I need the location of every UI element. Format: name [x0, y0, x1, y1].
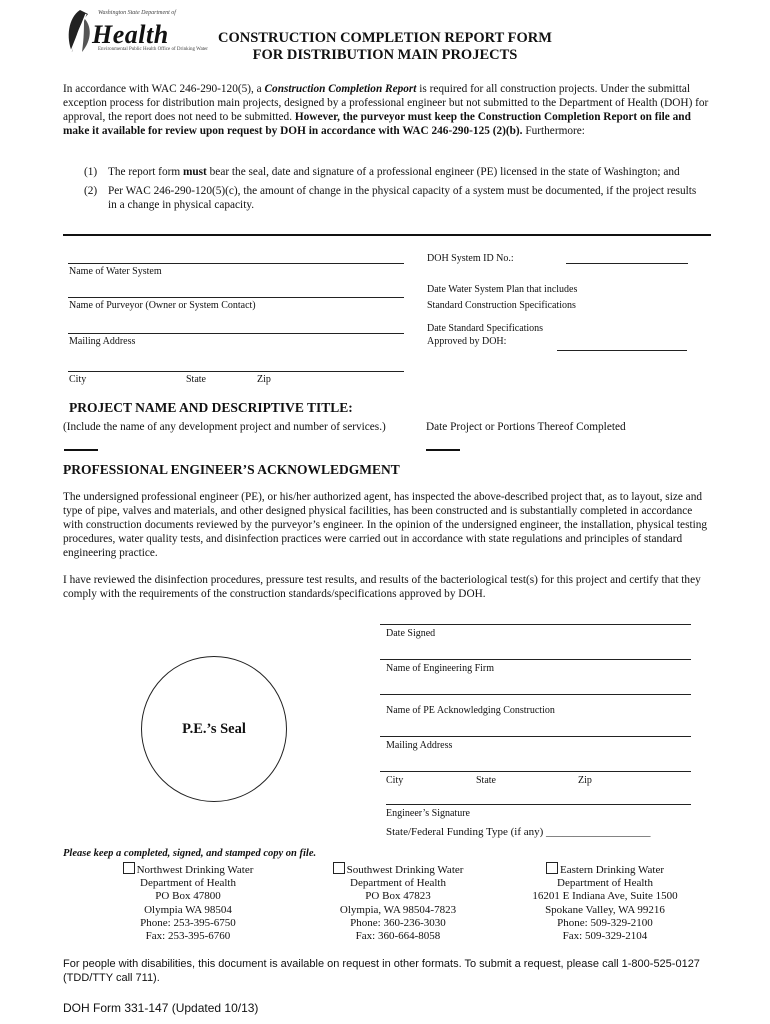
- plan-label-line1: Date Water System Plan that includes: [427, 284, 578, 295]
- accessibility-note: For people with disabilities, this document is available on request in other formats. To submit a request, please call 1-800-525-0127 (TDD/TTY call 711).: [63, 958, 700, 984]
- office-addr2: Olympia WA 98504: [144, 903, 232, 916]
- logo-agency: Washington State Department of: [98, 10, 176, 16]
- plan-label-line2: Standard Construction Specifications: [427, 300, 576, 311]
- pe-city-label: City: [386, 775, 404, 786]
- item-text-post: bear the seal, date and signature of a professional engineer (PE) licensed in the state of Washington; and: [206, 166, 680, 178]
- water-system-label: Name of Water System: [69, 266, 162, 277]
- pe-paragraph-2: I have reviewed the disinfection procedures, pressure test results, and results of the bacteriological test(s) for this project and certify that they comply with the requirements of the construction standards/specifications approved by DOH.: [63, 574, 701, 600]
- form-id: DOH Form 331-147 (Updated 10/13): [63, 1001, 259, 1015]
- office-name: Southwest Drinking Water: [346, 864, 464, 876]
- item-number: (2): [84, 185, 98, 197]
- office-eastern: [505, 862, 705, 943]
- project-include-note: (Include the name of any development project and number of services.): [63, 421, 386, 433]
- title-line-1: CONSTRUCTION COMPLETION REPORT FORM: [218, 30, 552, 46]
- pe-state-label: State: [476, 775, 496, 786]
- intro-text-c: is required for all construction projects. Under the submittal exception process for distribution main projects, designed by a professional engineer but not submitted to the Department of Health (DOH) for approval, the report does not need to be submitted.: [63, 83, 709, 123]
- office-addr1: PO Box 47823: [365, 890, 431, 903]
- office-dept: Department of Health: [350, 877, 446, 890]
- intro-text-a: In accordance with WAC 246-290-120(5), a: [63, 83, 265, 95]
- pe-seal-label: P.E.’s Seal: [182, 720, 246, 737]
- office-phone: Phone: 360-236-3030: [350, 916, 446, 929]
- signature-field[interactable]: [386, 804, 691, 805]
- date-completed-field[interactable]: [426, 449, 460, 451]
- pe-mailing-field[interactable]: [380, 736, 691, 737]
- office-name: Eastern Drinking Water: [560, 864, 664, 876]
- doh-id-label: DOH System ID No.:: [427, 253, 514, 264]
- intro-report-name: Construction Completion Report: [264, 83, 417, 95]
- doh-logo: [62, 6, 208, 56]
- firm-field[interactable]: [380, 659, 691, 660]
- city-label: City: [69, 374, 87, 385]
- office-fax: Fax: 509-329-2104: [562, 930, 648, 943]
- pe-paragraph-1: The undersigned professional engineer (PE), or his/her authorized agent, has inspected the above-described project that, as to layout, size and type of pipe, valves and materials, and other designed physical facilities, has been constructed and is substantially completed in accordance with construction documents reviewed by the purveyor’s engineer. In the opinion of the undersigned engineer, the installation, physical testing procedures, water quality tests, and disinfection practices were carried out in accordance with state regulations and principles of standard engineering practice.: [63, 491, 708, 559]
- office-dept: Department of Health: [557, 877, 653, 890]
- requirement-item-1: [84, 165, 704, 179]
- logo-tagline: Environmental Public Health Office of Drinking Water: [98, 47, 208, 52]
- office-addr1: PO Box 47800: [155, 890, 221, 903]
- date-signed-field[interactable]: [380, 624, 691, 625]
- spec-label-line1: Date Standard Specifications: [427, 323, 544, 334]
- mailing-address-field[interactable]: [68, 333, 404, 334]
- pe-zip-label: Zip: [578, 775, 592, 786]
- section-divider: [63, 234, 711, 236]
- office-addr1: 16201 E Indiana Ave, Suite 1500: [532, 890, 678, 903]
- pe-heading: PROFESSIONAL ENGINEER’S ACKNOWLEDGMENT: [63, 462, 400, 477]
- firm-label: Name of Engineering Firm: [386, 663, 495, 674]
- date-signed-label: Date Signed: [386, 628, 436, 639]
- doh-id-field[interactable]: [566, 263, 688, 264]
- item-text: The report form: [108, 166, 183, 178]
- pe-city-state-zip-field[interactable]: [380, 771, 691, 772]
- keep-copy-note: Please keep a completed, signed, and stamped copy on file.: [63, 848, 317, 859]
- requirement-item-2: [84, 184, 704, 212]
- item-emphasis: must: [182, 166, 207, 178]
- requirements-list: [84, 165, 704, 212]
- office-fax: Fax: 253-395-6760: [145, 930, 231, 943]
- office-dept: Department of Health: [140, 877, 236, 890]
- item-number: (1): [84, 166, 98, 178]
- office-name: Northwest Drinking Water: [136, 864, 254, 876]
- purveyor-field[interactable]: [68, 297, 404, 298]
- intro-requirement: However, the purveyor must keep the Construction Completion Report on file and make it available for review upon request by DOH in accordance with WAC 246-290-125 (2)(b).: [63, 111, 691, 137]
- pe-seal-area: [141, 656, 287, 802]
- project-name-field[interactable]: [64, 449, 98, 451]
- water-system-field[interactable]: [68, 263, 404, 264]
- intro-text-e: Furthermore:: [522, 125, 585, 137]
- item-text: Per WAC 246-290-120(5)(c), the amount of change in the physical capacity of a system must be documented, if the project results in a change in physical capacity.: [108, 185, 697, 211]
- date-completed-label: Date Project or Portions Thereof Completed: [426, 421, 626, 433]
- signature-label: Engineer’s Signature: [386, 808, 470, 819]
- pe-name-field[interactable]: [380, 694, 691, 695]
- office-phone: Phone: 509-329-2100: [557, 916, 653, 929]
- office-addr2: Olympia, WA 98504-7823: [339, 903, 457, 916]
- funding-type-field[interactable]: State/Federal Funding Type (if any) ___________________: [386, 826, 651, 838]
- logo-wordmark: Health: [92, 20, 169, 49]
- southwest-checkbox[interactable]: [333, 862, 345, 874]
- purveyor-label: Name of Purveyor (Owner or System Contact): [69, 300, 256, 311]
- zip-label: Zip: [257, 374, 271, 385]
- pe-name-label: Name of PE Acknowledging Construction: [386, 705, 555, 716]
- office-phone: Phone: 253-395-6750: [140, 916, 236, 929]
- office-southwest: [306, 862, 490, 943]
- mailing-address-label: Mailing Address: [69, 336, 136, 347]
- office-addr2: Spokane Valley, WA 99216: [545, 903, 665, 916]
- city-state-zip-field[interactable]: [68, 371, 404, 372]
- office-fax: Fax: 360-664-8058: [355, 930, 441, 943]
- project-heading: PROJECT NAME AND DESCRIPTIVE TITLE:: [69, 400, 353, 415]
- intro-paragraph: [63, 82, 711, 138]
- eastern-checkbox[interactable]: [546, 862, 558, 874]
- spec-date-field[interactable]: [557, 350, 687, 351]
- form-title: [180, 30, 590, 64]
- spec-label-line2: Approved by DOH:: [427, 336, 507, 347]
- state-label: State: [186, 374, 206, 385]
- title-line-2: FOR DISTRIBUTION MAIN PROJECTS: [252, 47, 518, 63]
- northwest-checkbox[interactable]: [123, 862, 135, 874]
- pe-mailing-label: Mailing Address: [386, 740, 453, 751]
- office-northwest: [96, 862, 280, 943]
